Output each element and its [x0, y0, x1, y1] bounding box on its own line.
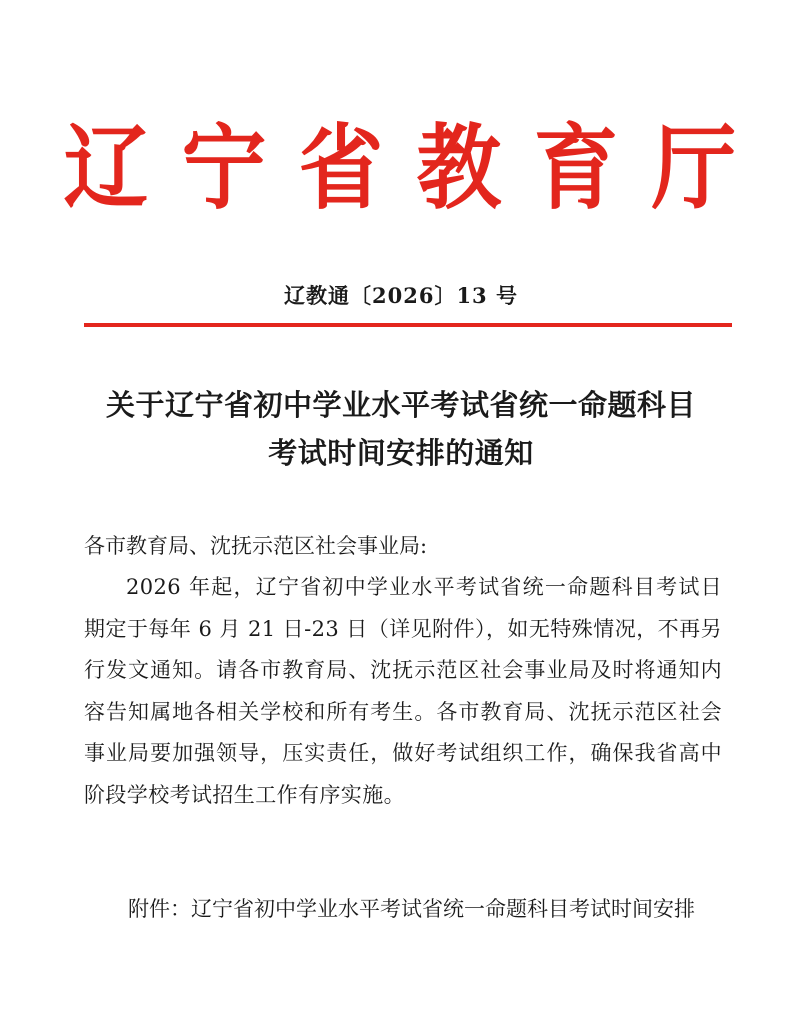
document-title-line-1: 关于辽宁省初中学业水平考试省统一命题科目 — [105, 388, 696, 422]
addressee: 各市教育局、沈抚示范区社会事业局: — [84, 534, 428, 558]
document-number: 辽教通〔2026〕13 号 — [284, 283, 518, 308]
document-title — [0, 381, 802, 477]
org-title-char: 辽 — [63, 114, 149, 222]
org-title-char: 教 — [416, 114, 502, 222]
org-title-char: 厅 — [651, 114, 737, 222]
attachment-note: 附件：辽宁省初中学业水平考试省统一命题科目考试时间安排 — [128, 897, 695, 921]
org-title-char: 育 — [534, 114, 619, 222]
red-divider-line — [84, 323, 732, 327]
body-paragraph: 2026 年起，辽宁省初中学业水平考试省统一命题科目考试日期定于每年 6 月 21 日-23 日（详见附件），如无特殊情况，不再另行发文通知。请各市教育局、沈抚示范区社会事业局及时将通知内容告知属地各相关学校和所有考生。各市教育局、沈抚示范区社会事业局要加强领导，压实责任，做好考试组织工作，确保我省高中阶段学校考试招生工作有序实施。 — [84, 575, 722, 807]
org-title-char: 省 — [298, 114, 384, 222]
document-title-line-2: 考试时间安排的通知 — [268, 436, 534, 470]
org-title-char: 宁 — [181, 114, 266, 222]
issuing-authority-title — [60, 114, 740, 222]
